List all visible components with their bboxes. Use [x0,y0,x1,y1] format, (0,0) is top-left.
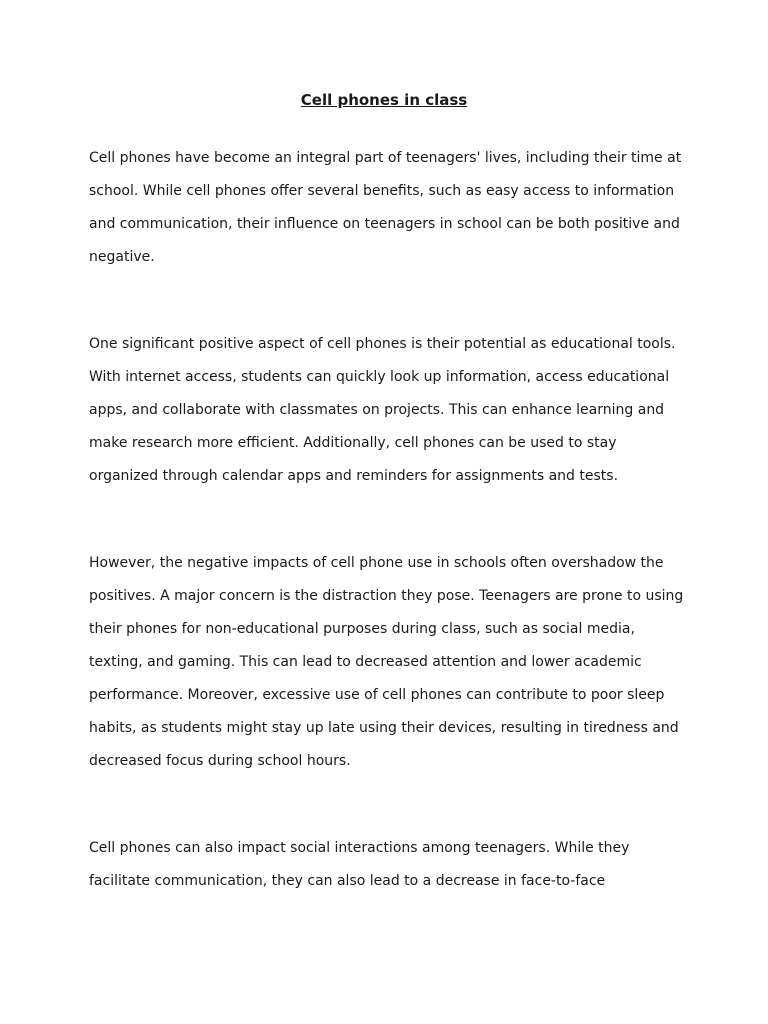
paragraph-line: and communication, their influence on teenagers in school can be both positive and [89,216,680,232]
document-title: Cell phones in class [300,91,468,109]
paragraph-line: organized through calendar apps and reminders for assignments and tests. [89,468,619,484]
paragraph-line: make research more efficient. Additionally, cell phones can be used to stay [89,435,617,451]
paragraph-line: Cell phones have become an integral part of teenagers' lives, including their time at [89,150,682,166]
paragraph-line: However, the negative impacts of cell phone use in schools often overshadow the [89,555,664,571]
paragraph-line: habits, as students might stay up late using their devices, resulting in tiredness and [89,720,679,736]
paragraph-line: texting, and gaming. This can lead to decreased attention and lower academic [89,654,642,670]
paragraph-line: Cell phones can also impact social interactions among teenagers. While they [89,840,630,856]
paragraph-line: their phones for non-educational purposes during class, such as social media, [89,621,635,637]
paragraph-line: With internet access, students can quickly look up information, access educational [89,369,670,385]
paragraph-line: school. While cell phones offer several benefits, such as easy access to information [89,183,675,199]
paragraph-line: apps, and collaborate with classmates on projects. This can enhance learning and [89,402,665,418]
paragraph-line: facilitate communication, they can also lead to a decrease in face-to-face [89,873,606,889]
paragraph-line: One significant positive aspect of cell phones is their potential as educational tools. [89,336,676,352]
paragraph-line: decreased focus during school hours. [89,753,351,769]
paragraph-line: performance. Moreover, excessive use of cell phones can contribute to poor sleep [89,687,665,703]
paragraph-line: negative. [89,249,155,265]
paragraph-line: positives. A major concern is the distraction they pose. Teenagers are prone to using [89,588,684,604]
